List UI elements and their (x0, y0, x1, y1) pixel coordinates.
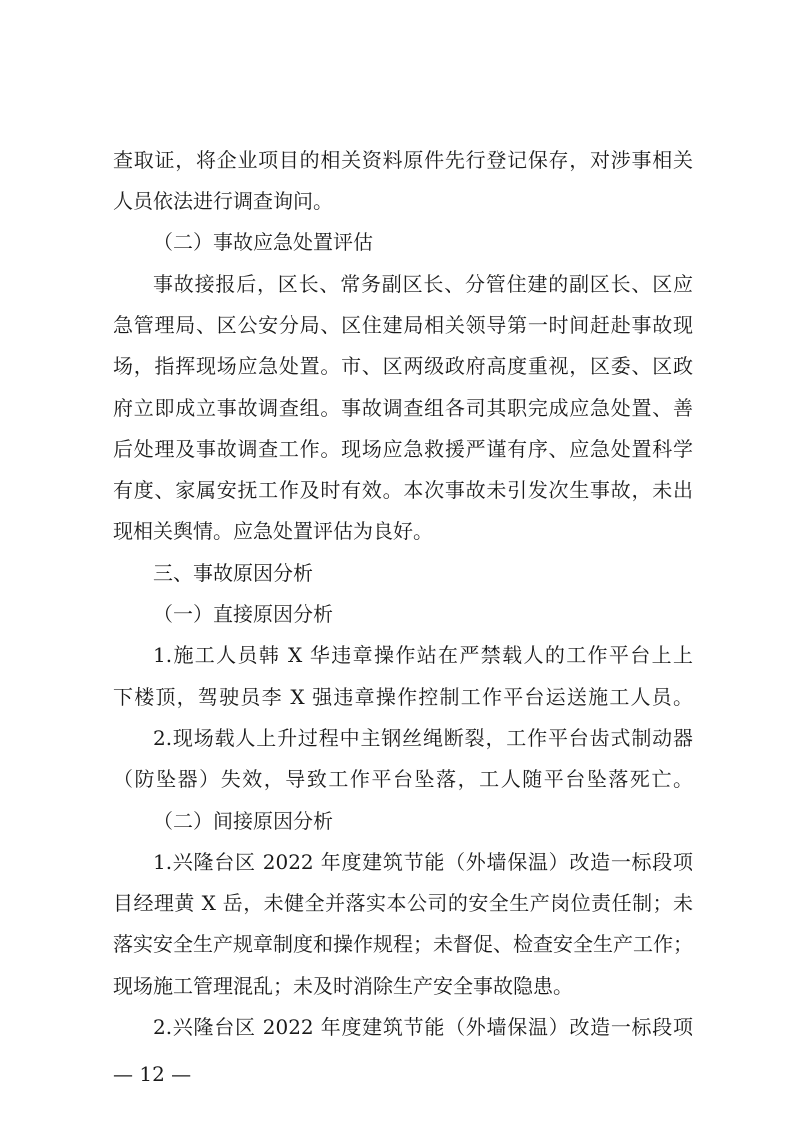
body-text-line: 1.施工人员韩 X 华违章操作站在严禁载人的工作平台上上 (153, 643, 693, 667)
body-text-line: 事故接报后，区长、常务副区长、分管住建的副区长、区应 (153, 272, 693, 296)
body-text-line: 场，指挥现场应急处置。市、区两级政府高度重视，区委、区政 (113, 354, 693, 378)
body-text-line: 现场施工管理混乱；未及时消除生产安全事故隐患。 (113, 974, 573, 998)
body-text-line: 2.兴隆台区 2022 年度建筑节能（外墙保温）改造一标段项 (153, 1015, 693, 1039)
section-heading: （一）直接原因分析 (153, 602, 333, 626)
body-text-line: 下楼顶，驾驶员李 X 强违章操作控制工作平台运送施工人员。 (113, 685, 693, 709)
body-text-line: 目经理黄 X 岳，未健全并落实本公司的安全生产岗位责任制；未 (113, 891, 693, 915)
body-text-line: 1.兴隆台区 2022 年度建筑节能（外墙保温）改造一标段项 (153, 850, 693, 874)
body-text-line: 人员依法进行调查询问。 (113, 189, 333, 213)
body-text-line: 急管理局、区公安分局、区住建局相关领导第一时间赶赴事故现 (113, 313, 693, 337)
body-text-line: 2.现场载人上升过程中主钢丝绳断裂，工作平台齿式制动器 (153, 726, 693, 750)
body-text-line: 落实安全生产规章制度和操作规程；未督促、检查安全生产工作； (113, 932, 693, 956)
page-number: — 12 — (113, 1062, 192, 1086)
body-text-line: 有度、家属安抚工作及时有效。本次事故未引发次生事故，未出 (113, 478, 693, 502)
body-text-line: （防坠器）失效，导致工作平台坠落，工人随平台坠落死亡。 (113, 767, 693, 791)
body-text-line: 府立即成立事故调查组。事故调查组各司其职完成应急处置、善 (113, 396, 693, 420)
chapter-heading: 三、事故原因分析 (153, 561, 313, 585)
section-heading: （二）间接原因分析 (153, 809, 333, 833)
body-text-line: 后处理及事故调查工作。现场应急救援严谨有序、应急处置科学 (113, 437, 693, 461)
body-text-line: 现相关舆情。应急处置评估为良好。 (113, 519, 433, 543)
body-text-line: 查取证，将企业项目的相关资料原件先行登记保存，对涉事相关 (113, 148, 693, 172)
section-heading: （二）事故应急处置评估 (153, 230, 373, 254)
